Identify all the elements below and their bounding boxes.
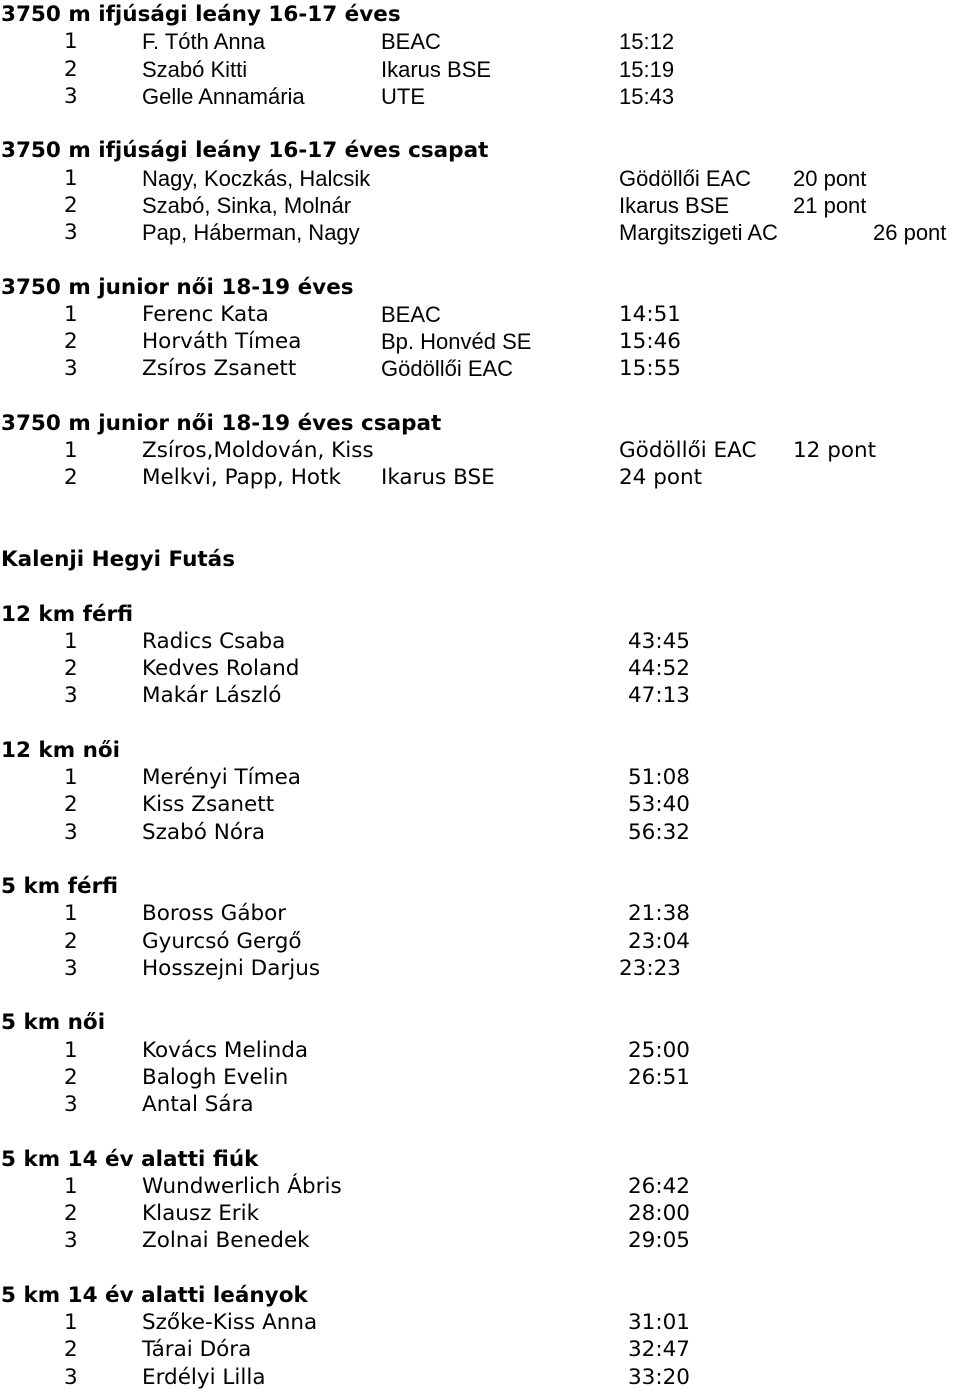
section-heading-text: 5 km női [1, 1010, 106, 1036]
name-cell: Pap, Háberman, Nagy [142, 220, 360, 245]
section-heading [0, 1, 960, 28]
result-cell: 12 pont [793, 438, 877, 463]
result-cell: 31:01 [628, 1310, 690, 1335]
section-heading-text: 5 km férfi [1, 874, 119, 899]
rank-cell: 3 [64, 356, 78, 382]
result-cell: 51:08 [628, 765, 690, 790]
result-row [0, 1309, 960, 1336]
rank-cell: 2 [64, 329, 78, 354]
name-cell: Kedves Roland [142, 656, 300, 681]
rank-cell: 3 [64, 819, 78, 845]
section-heading [0, 1009, 960, 1036]
result-cell: 33:20 [628, 1364, 690, 1390]
result-cell: 26 pont [873, 220, 947, 245]
name-cell: Hosszejni Darjus [142, 955, 321, 981]
result-cell: 28:00 [628, 1201, 690, 1226]
result-cell: 21:38 [628, 901, 690, 927]
club-cell: BEAC [381, 301, 441, 327]
name-cell: Gelle Annamária [142, 83, 305, 109]
result-row [0, 1037, 960, 1064]
rank-cell: 1 [64, 301, 78, 327]
name-cell: Melkvi, Papp, Hotk [142, 465, 341, 491]
result-row [0, 1336, 960, 1363]
rank-cell: 1 [64, 165, 78, 191]
section-heading-text: 3750 m ifjúsági leány 16-17 éves [1, 2, 401, 27]
rank-cell: 2 [64, 656, 78, 681]
result-row [0, 83, 960, 110]
name-cell: Zsíros,Moldován, Kiss [142, 438, 374, 463]
section-heading-text: 5 km 14 év alatti fiúk [1, 1146, 259, 1172]
rank-cell: 3 [64, 83, 78, 109]
name-cell: Antal Sára [142, 1092, 254, 1117]
rank-cell: 2 [64, 792, 78, 818]
name-cell: Radics Csaba [142, 628, 286, 654]
result-row [0, 791, 960, 818]
result-row [0, 1200, 960, 1227]
rank-cell: 2 [64, 192, 78, 218]
result-row [0, 56, 960, 83]
name-cell: Wundwerlich Ábris [142, 1173, 342, 1199]
name-cell: Kiss Zsanett [142, 792, 275, 818]
name-cell: F. Tóth Anna [142, 29, 266, 55]
rank-cell: 2 [64, 928, 78, 954]
result-cell: 20 pont [793, 165, 867, 191]
result-row [0, 301, 960, 328]
name-cell: Zsíros Zsanett [142, 356, 297, 382]
section-heading [0, 274, 960, 301]
result-row [0, 1064, 960, 1091]
result-row [0, 28, 960, 55]
result-row [0, 900, 960, 927]
result-row [0, 437, 960, 464]
rank-cell: 2 [64, 56, 78, 82]
result-row [0, 764, 960, 791]
section-heading-text: 12 km női [1, 737, 121, 763]
rank-cell: 1 [64, 29, 78, 55]
result-row [0, 192, 960, 219]
result-row [0, 464, 960, 491]
name-cell: Tárai Dóra [142, 1337, 252, 1363]
club-cell: Gödöllői EAC [619, 438, 757, 463]
rank-cell: 3 [64, 1228, 78, 1254]
rank-cell: 2 [64, 1337, 78, 1363]
rank-cell: 2 [64, 465, 78, 491]
result-cell: 26:51 [628, 1064, 690, 1090]
club-cell: Ikarus BSE [619, 192, 730, 218]
name-cell: Nagy, Koczkás, Halcsik [142, 165, 371, 191]
name-cell: Zolnai Benedek [142, 1228, 310, 1254]
result-cell: 56:32 [628, 819, 690, 845]
section-heading-text: 5 km 14 év alatti leányok [1, 1282, 308, 1308]
result-cell: 21 pont [793, 192, 867, 218]
name-cell: Erdélyi Lilla [142, 1364, 266, 1390]
club-cell: Ikarus BSE [381, 56, 492, 82]
section-heading-text: 12 km férfi [1, 601, 134, 627]
result-cell: 25:00 [628, 1037, 690, 1063]
section-heading-text: 3750 m junior női 18-19 éves [1, 274, 354, 300]
result-cell: 15:19 [619, 56, 675, 82]
result-row [0, 1173, 960, 1200]
section-heading [0, 737, 960, 764]
rank-cell: 3 [64, 683, 78, 709]
result-cell: 15:55 [619, 356, 681, 382]
result-cell: 23:23 [619, 955, 681, 981]
result-cell: 24 pont [619, 465, 703, 491]
section-heading-text: Kalenji Hegyi Futás [1, 547, 235, 572]
name-cell: Makár László [142, 683, 282, 709]
result-cell: 29:05 [628, 1228, 690, 1254]
result-cell: 53:40 [628, 792, 690, 818]
rank-cell: 3 [64, 220, 78, 245]
section-heading-text: 3750 m ifjúsági leány 16-17 éves csapat [1, 138, 489, 164]
name-cell: Boross Gábor [142, 901, 287, 927]
result-row [0, 682, 960, 709]
result-row [0, 819, 960, 846]
club-cell: Ikarus BSE [381, 465, 495, 491]
rank-cell: 3 [64, 955, 78, 981]
name-cell: Szabó Nóra [142, 819, 265, 845]
rank-cell: 1 [64, 765, 78, 790]
result-cell: 15:43 [619, 83, 675, 109]
name-cell: Szőke-Kiss Anna [142, 1310, 318, 1335]
result-row [0, 328, 960, 355]
section-heading [0, 1146, 960, 1173]
result-cell: 23:04 [628, 928, 690, 954]
rank-cell: 1 [64, 438, 78, 463]
result-cell: 14:51 [619, 301, 681, 327]
section-heading [0, 410, 960, 437]
rank-cell: 1 [64, 1310, 78, 1335]
result-row [0, 165, 960, 192]
result-row [0, 1364, 960, 1391]
result-cell: 43:45 [628, 628, 690, 654]
name-cell: Klausz Erik [142, 1201, 260, 1226]
result-row [0, 928, 960, 955]
rank-cell: 1 [64, 901, 78, 927]
name-cell: Szabó Kitti [142, 56, 248, 82]
result-row [0, 1227, 960, 1254]
club-cell: BEAC [381, 29, 441, 55]
section-heading-text: 3750 m junior női 18-19 éves csapat [1, 410, 442, 436]
rank-cell: 1 [64, 1037, 78, 1063]
rank-cell: 3 [64, 1364, 78, 1390]
name-cell: Merényi Tímea [142, 765, 301, 790]
club-cell: Margitszigeti AC [619, 220, 778, 245]
club-cell: Bp. Honvéd SE [381, 329, 532, 354]
result-row [0, 1091, 960, 1118]
result-cell: 15:46 [619, 329, 681, 354]
rank-cell: 3 [64, 1092, 78, 1117]
result-cell: 15:12 [619, 29, 675, 55]
name-cell: Kovács Melinda [142, 1037, 309, 1063]
name-cell: Gyurcsó Gergő [142, 928, 302, 954]
name-cell: Horváth Tímea [142, 329, 302, 354]
club-cell: Gödöllői EAC [619, 165, 752, 191]
section-heading [0, 601, 960, 628]
result-row [0, 655, 960, 682]
name-cell: Szabó, Sinka, Molnár [142, 192, 352, 218]
club-cell: Gödöllői EAC [381, 356, 514, 382]
club-cell: UTE [381, 83, 425, 109]
result-cell: 32:47 [628, 1337, 690, 1363]
section-heading [0, 1282, 960, 1309]
rank-cell: 2 [64, 1201, 78, 1226]
rank-cell: 1 [64, 1173, 78, 1199]
section-heading [0, 546, 960, 573]
result-row [0, 219, 960, 246]
rank-cell: 2 [64, 1064, 78, 1090]
name-cell: Balogh Evelin [142, 1064, 289, 1090]
result-row [0, 355, 960, 382]
result-row [0, 628, 960, 655]
result-cell: 44:52 [628, 656, 690, 681]
rank-cell: 1 [64, 628, 78, 654]
section-heading [0, 873, 960, 900]
name-cell: Ferenc Kata [142, 301, 269, 327]
result-cell: 47:13 [628, 683, 690, 709]
result-cell: 26:42 [628, 1173, 690, 1199]
section-heading [0, 137, 960, 164]
result-row [0, 955, 960, 982]
